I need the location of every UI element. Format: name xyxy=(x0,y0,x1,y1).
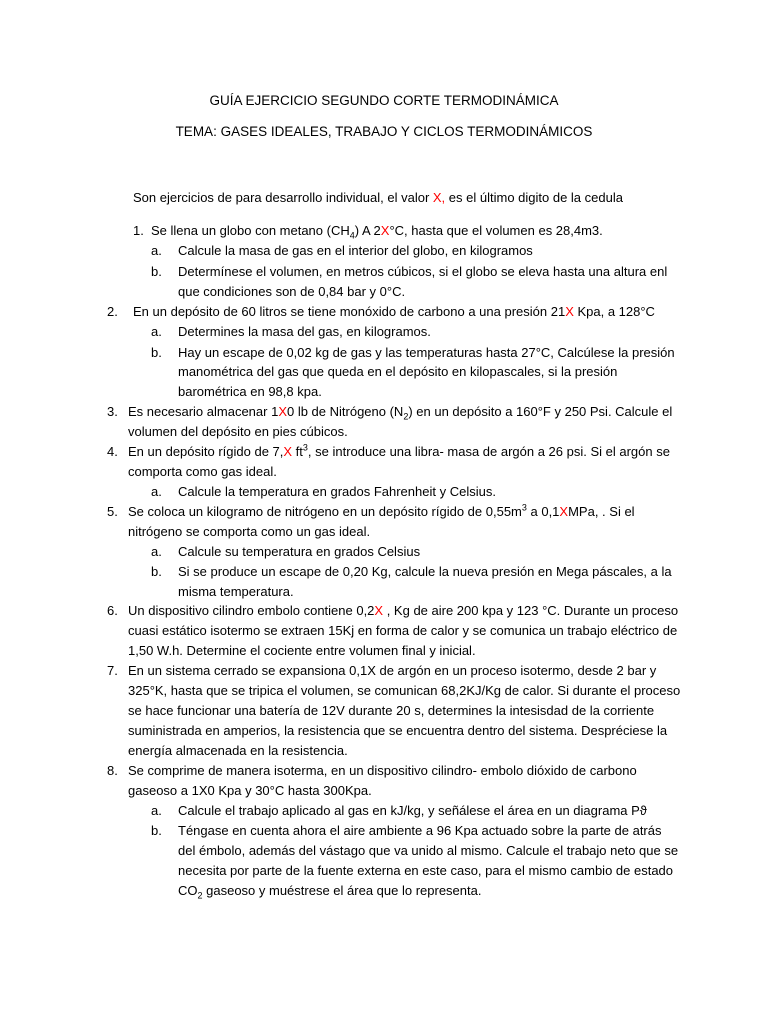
q2-b-label: b. xyxy=(151,345,162,360)
q3-text: ) en un depósito a 160°F y 250 Psi. Calcule el xyxy=(408,404,673,419)
document-title: GUÍA EJERCICIO SEGUNDO CORTE TERMODINÁMICA xyxy=(209,93,559,108)
q6-text: , Kg de aire 200 kpa y 123 °C. Durante un proceso xyxy=(383,603,679,618)
q5-text: a 0,1 xyxy=(526,504,560,519)
intro-paragraph xyxy=(133,189,623,206)
variable-x: X xyxy=(283,444,293,459)
q3-text: 0 lb de Nitrógeno (N xyxy=(286,404,404,419)
q8-b-text xyxy=(178,882,481,899)
variable-x: X, xyxy=(432,190,446,205)
q5-b-text: Si se produce un escape de 0,20 Kg, calcule la nueva presión en Mega páscales, a la xyxy=(178,564,672,579)
q8-b-text: del émbolo, además del vástago que va unido al mismo. Calcule el trabajo neto que se xyxy=(178,843,679,858)
question-4-text xyxy=(128,443,670,460)
question-5-number: 5. xyxy=(107,504,118,519)
question-1-number: 1. xyxy=(133,223,144,238)
question-7-text: se hace funcionar una batería de 12V durante 20 s, determines la intesisdad de la corriente xyxy=(128,703,655,718)
q8-b-label: b. xyxy=(151,823,162,838)
q2-a-text: Determines la masa del gas, en kilogramos. xyxy=(178,324,431,339)
q1-b-label: b. xyxy=(151,264,162,279)
q4-text: ft xyxy=(292,444,303,459)
q3-text: Es necesario almacenar 1 xyxy=(128,404,279,419)
question-5-text xyxy=(128,503,635,520)
question-6-text: cuasi estático isotermo se extraen 15Kj en forma de calor y se comunica un trabajo eléctrico de xyxy=(128,623,678,638)
q1-subscript: 4 xyxy=(349,230,355,241)
question-6-text xyxy=(128,602,678,619)
q5-a-label: a. xyxy=(151,544,162,559)
question-5-text: nitrógeno se comporta como un gas ideal. xyxy=(128,524,371,539)
question-3-text: volumen del depósito en pies cúbicos. xyxy=(128,424,348,439)
variable-x: X xyxy=(380,223,390,238)
question-6-text: 1,50 W.h. Determine el cociente entre volumen final y inicial. xyxy=(128,643,476,658)
variable-x: X xyxy=(559,504,569,519)
question-2-number: 2. xyxy=(107,304,118,319)
q5-text: Se coloca un kilogramo de nitrógeno en un depósito rígido de 0,55m xyxy=(128,504,522,519)
intro-text: Son ejercicios de para desarrollo individual, el valor xyxy=(133,190,433,205)
q5-b-text: misma temperatura. xyxy=(178,584,294,599)
q4-superscript: 3 xyxy=(302,442,308,453)
q8-b-text: Téngase en cuenta ahora el aire ambiente a 96 Kpa actuado sobre la parte de atrás xyxy=(178,823,662,838)
intro-text: es el último digito de la cedula xyxy=(445,190,623,205)
q2-b-text: Hay un escape de 0,02 kg de gas y las temperaturas hasta 27°C, Calcúlese la presión xyxy=(178,345,675,360)
question-7-number: 7. xyxy=(107,663,118,678)
q1-text: Se llena un globo con metano (CH xyxy=(151,223,350,238)
q2-b-text: barométrica en 98,8 kpa. xyxy=(178,384,322,399)
q4-a-label: a. xyxy=(151,484,162,499)
q4-a-text: Calcule la temperatura en grados Fahrenheit y Celsius. xyxy=(178,484,496,499)
q8-subscript: 2 xyxy=(197,890,203,901)
q1-b-text: que condiciones son de 0,84 bar y 0°C. xyxy=(178,284,406,299)
question-8-text: Se comprime de manera isoterma, en un dispositivo cilindro- embolo dióxido de carbono xyxy=(128,763,637,778)
q2-a-label: a. xyxy=(151,324,162,339)
q1-text: ) A 2 xyxy=(354,223,381,238)
question-8-number: 8. xyxy=(107,763,118,778)
question-6-number: 6. xyxy=(107,603,118,618)
q5-text: MPa, . Si el xyxy=(568,504,635,519)
question-3-number: 3. xyxy=(107,404,118,419)
q4-text: , se introduce una libra- masa de argón a 26 psi. Si el argón se xyxy=(307,444,670,459)
q5-b-label: b. xyxy=(151,564,162,579)
variable-x: X xyxy=(565,304,574,319)
document-subtitle: TEMA: GASES IDEALES, TRABAJO Y CICLOS TERMODINÁMICOS xyxy=(175,124,593,139)
q2-b-text: manométrica del gas que queda en el depósito en kilopascales, si la presión xyxy=(178,364,618,379)
q8-a-label: a. xyxy=(151,803,162,818)
question-3-text xyxy=(128,403,672,420)
question-7-text: energía almacenada en la resistencia. xyxy=(128,743,348,758)
question-4-number: 4. xyxy=(107,444,118,459)
q1-text: °C, hasta que el volumen es 28,4m3. xyxy=(389,223,603,238)
q5-a-text: Calcule su temperatura en grados Celsius xyxy=(178,544,421,559)
q2-text: Kpa, a 128°C xyxy=(573,304,655,319)
q5-superscript: 3 xyxy=(521,502,527,513)
question-7-text: En un sistema cerrado se expansiona 0,1X de argón en un proceso isotermo, desde 2 bar y xyxy=(128,663,657,678)
variable-x: X xyxy=(278,404,287,419)
question-8-text: gaseoso a 1X0 Kpa y 30°C hasta 300Kpa. xyxy=(128,783,372,798)
q1-b-text: Determínese el volumen, en metros cúbicos, si el globo se eleva hasta una altura enl xyxy=(178,264,668,279)
question-2-text xyxy=(133,303,655,320)
q8-text: CO xyxy=(178,883,198,898)
variable-x: X xyxy=(374,603,384,618)
q1-a-text: Calcule la masa de gas en el interior del globo, en kilogramos xyxy=(178,243,533,258)
question-1-text xyxy=(151,222,603,239)
q8-b-text: necesita por parte de la fuente externa en este caso, para el mismo cambio de estado xyxy=(178,863,674,878)
q3-subscript: 2 xyxy=(403,411,409,422)
q2-text: En un depósito de 60 litros se tiene monóxido de carbono a una presión 21 xyxy=(133,304,566,319)
q1-a-label: a. xyxy=(151,243,162,258)
question-7-text: 325°K, hasta que se tripica el volumen, se comunican 68,2KJ/Kg de calor. Si durante el proceso xyxy=(128,683,681,698)
q4-text: En un depósito rígido de 7, xyxy=(128,444,284,459)
question-7-text: suministrada en amperios, la resistencia que se encuentra dentro del sistema. Despréciese la xyxy=(128,723,668,738)
q8-a-text: Calcule el trabajo aplicado al gas en kJ/kg, y señálese el área en un diagrama Pϑ xyxy=(178,803,647,818)
q6-text: Un dispositivo cilindro embolo contiene 0,2 xyxy=(128,603,375,618)
q8-text: gaseoso y muéstrese el área que lo representa. xyxy=(202,883,482,898)
question-4-text: comporta como gas ideal. xyxy=(128,464,277,479)
